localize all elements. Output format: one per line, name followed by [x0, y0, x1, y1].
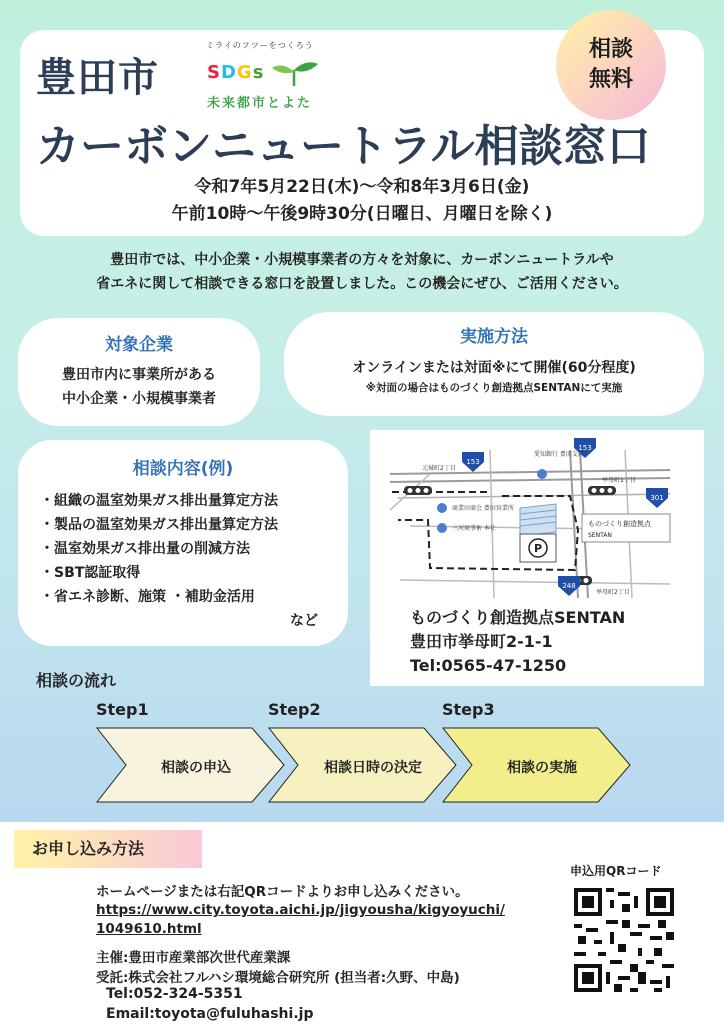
method-title: 実施方法: [460, 327, 528, 347]
contractor: 受託:株式会社フルハシ環境総合研究所 (担当者:久野、中島): [96, 970, 460, 986]
content-card: [18, 440, 348, 646]
content-etc: など: [290, 613, 318, 629]
sprout-icon: [268, 58, 320, 88]
page-title: カーボンニュートラル相談窓口: [36, 121, 651, 172]
route-number: 153: [466, 458, 480, 466]
consultation-period: 令和7年5月22日(木)～令和8年3月6日(金): [194, 177, 530, 197]
consultation-hours: 午前10時～午後9時30分(日曜日、月曜日を除く): [171, 204, 553, 224]
qr-code[interactable]: [574, 888, 674, 992]
venue-name: ものづくり創造拠点SENTAN: [410, 608, 626, 627]
method-line1: オンラインまたは対面※にて開催(60分程度): [352, 360, 636, 376]
apply-title: お申し込み方法: [14, 830, 202, 868]
badge-line1: 相談: [588, 37, 633, 63]
target-card: [18, 318, 260, 426]
building-sublabel: SENTAN: [588, 532, 612, 539]
badge-line2: 無料: [588, 67, 633, 92]
road-label: 挙母町2丁目: [596, 589, 630, 596]
content-item: ・製品の温室効果ガス排出量算定方法: [40, 517, 278, 533]
flow-title: 相談の流れ: [36, 671, 117, 690]
intro-line2: 省エネに関して相談できる窓口を設置しました。この機会にぜひ、ご活用ください。: [96, 276, 628, 292]
step-label: Step2: [268, 700, 321, 719]
content-item: ・SBT認証取得: [40, 565, 141, 581]
traffic-light-icon: [404, 486, 432, 495]
apply-instructions: ホームページまたは右記QRコードよりお申し込みください。: [96, 884, 469, 900]
step3-text: 相談の実施: [507, 760, 577, 776]
road-label: 挙母町1丁目: [602, 477, 636, 484]
city-name: 豊田市: [36, 55, 159, 101]
sdgs-tagline: ミライのフツーをつくろう: [206, 41, 314, 50]
sdgs-subtitle: 未来都市とよた: [207, 96, 313, 111]
place-label: 商業田商会 豊田営業所: [452, 505, 514, 512]
route-number: 153: [578, 444, 592, 452]
content-item: ・組織の温室効果ガス排出量算定方法: [40, 493, 278, 509]
contact-email: Email:toyota@fuluhashi.jp: [106, 1006, 314, 1022]
apply-url-link[interactable]: [96, 902, 505, 937]
step-label: Step1: [96, 700, 149, 719]
qr-label: 申込用QRコード: [570, 864, 662, 878]
place-label: 三河商事術 本社: [452, 525, 496, 532]
target-line2: 中小企業・小規模事業者: [62, 391, 216, 407]
traffic-light-icon: [588, 486, 616, 495]
venue-address: 豊田市挙母町2-1-1: [410, 632, 553, 651]
road-label: 元城町2丁目: [422, 465, 456, 472]
route-number: 301: [650, 494, 664, 502]
access-map: [370, 430, 704, 598]
office-marker: [437, 523, 447, 533]
map-box: [370, 430, 704, 686]
method-note: ※対面の場合はものづくり創造拠点SENTANにて実施: [365, 382, 623, 394]
free-consultation-badge: [556, 10, 666, 120]
target-line1: 豊田市内に事業所がある: [62, 367, 216, 383]
content-title: 相談内容(例): [132, 459, 234, 479]
step-label: Step3: [442, 700, 495, 719]
bank-marker: [537, 469, 547, 479]
step2-text: 相談日時の決定: [324, 760, 422, 776]
organizer: 主催:豊田市産業部次世代産業課: [96, 950, 291, 966]
place-label: 愛知銀行 豊田支店: [534, 451, 584, 458]
office-marker: [437, 503, 447, 513]
sdgs-logo: SDGs: [207, 62, 265, 83]
building-icon: [520, 504, 556, 536]
building-label: ものづくり創造拠点: [588, 520, 651, 528]
content-item: ・温室効果ガス排出量の削減方法: [40, 541, 250, 557]
target-title: 対象企業: [105, 335, 173, 355]
parking-label: P: [533, 542, 543, 555]
step1-text: 相談の申込: [161, 760, 231, 776]
apply-url-line1[interactable]: https://www.city.toyota.aichi.jp/jigyousha/kigyoyuchi/: [96, 902, 505, 918]
route-number: 248: [562, 582, 576, 590]
apply-url-line2[interactable]: 1049610.html: [96, 921, 202, 937]
venue-tel: Tel:0565-47-1250: [410, 656, 567, 675]
content-item: ・省エネ診断、施策 ・補助金活用: [40, 589, 255, 605]
intro-line1: 豊田市では、中小企業・小規模事業者の方々を対象に、カーボンニュートラルや: [110, 252, 614, 268]
contact-tel: Tel:052-324-5351: [106, 986, 243, 1002]
intro-text: [0, 248, 724, 296]
method-card: [284, 312, 704, 416]
